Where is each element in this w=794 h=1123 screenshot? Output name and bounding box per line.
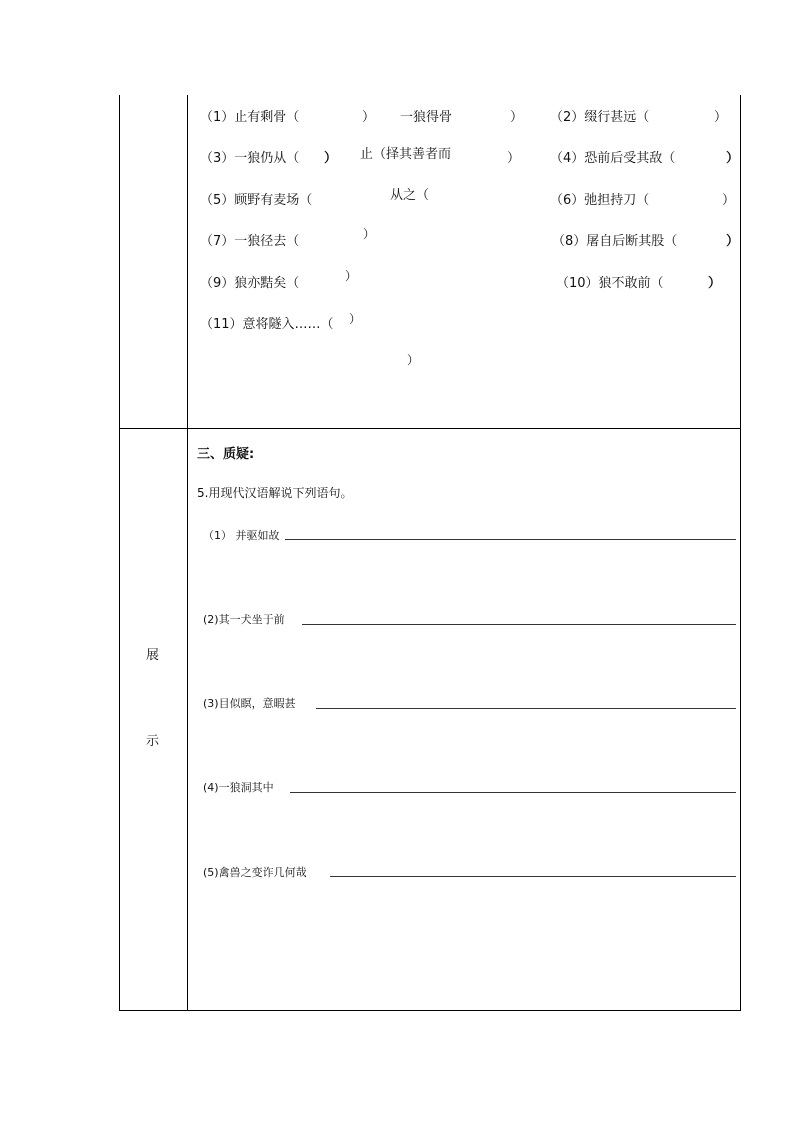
vocab-item: ） bbox=[363, 227, 376, 241]
table-left-border bbox=[119, 95, 120, 1011]
side-label-shi: 示 bbox=[146, 734, 160, 749]
question-label: (3)目似瞑，意暇甚 bbox=[203, 697, 296, 710]
vocab-item: （9）狼亦黠矣（ bbox=[200, 276, 300, 291]
vocab-item: （11）意将隧入……（ bbox=[200, 317, 334, 332]
vocab-item: （7）一狼径去（ bbox=[200, 234, 300, 249]
vocab-item: （8）屠自后断其股（ bbox=[552, 234, 678, 249]
answer-line[interactable] bbox=[285, 539, 736, 540]
answer-line[interactable] bbox=[330, 876, 736, 877]
question-row bbox=[203, 695, 296, 711]
vocab-item: 止（择其善者而 bbox=[360, 147, 452, 162]
vocab-item: ） bbox=[507, 151, 521, 166]
vocab-item: ） bbox=[722, 193, 736, 208]
vocab-item: （10）狼不敢前（ bbox=[556, 276, 664, 291]
vocab-item: ） bbox=[407, 353, 420, 367]
vocab-item: ） bbox=[726, 234, 740, 249]
vocab-item: 一狼得骨 bbox=[400, 110, 453, 125]
vocab-item: ） bbox=[510, 110, 524, 125]
vocab-item: ） bbox=[726, 151, 740, 166]
vocab-item: （3）一狼仍从（ bbox=[200, 151, 300, 166]
table-right-border bbox=[740, 95, 741, 1011]
question-label: (4)一狼洞其中 bbox=[203, 781, 274, 794]
question-row bbox=[203, 864, 307, 880]
question-label: （1） 并驱如故 bbox=[203, 529, 280, 542]
vocab-item: 从之（ bbox=[390, 188, 430, 203]
vocab-item: ） bbox=[362, 110, 376, 125]
vocab-item: ） bbox=[714, 110, 728, 125]
vocab-item: ） bbox=[349, 312, 362, 326]
table-row-divider bbox=[119, 428, 741, 429]
side-label-zhan: 展 bbox=[146, 648, 160, 663]
vocab-item: （4）恐前后受其敌（ bbox=[550, 151, 676, 166]
table-column-divider bbox=[187, 95, 188, 1011]
table-bottom-border bbox=[119, 1010, 741, 1011]
vocab-item: （6）弛担持刀（ bbox=[550, 193, 650, 208]
vocab-item: ） bbox=[708, 276, 722, 291]
vocab-item: ） bbox=[324, 151, 338, 166]
vocab-item: （5）顾野有麦场（ bbox=[200, 193, 313, 208]
question-label: (5)禽兽之变诈几何哉 bbox=[203, 866, 307, 879]
instruction-text: 5.用现代汉语解说下列语句。 bbox=[197, 486, 353, 500]
section-heading: 三、质疑: bbox=[197, 447, 255, 462]
answer-line[interactable] bbox=[316, 708, 736, 709]
question-row bbox=[203, 611, 285, 627]
vocab-item: （2）缀行甚远（ bbox=[550, 110, 650, 125]
vocab-item: （1）止有剩骨（ bbox=[200, 110, 300, 125]
answer-line[interactable] bbox=[290, 792, 736, 793]
question-row bbox=[203, 527, 280, 543]
answer-line[interactable] bbox=[302, 624, 736, 625]
question-label: (2)其一犬坐于前 bbox=[203, 613, 285, 626]
question-row bbox=[203, 779, 274, 795]
vocab-item: ） bbox=[345, 269, 358, 283]
